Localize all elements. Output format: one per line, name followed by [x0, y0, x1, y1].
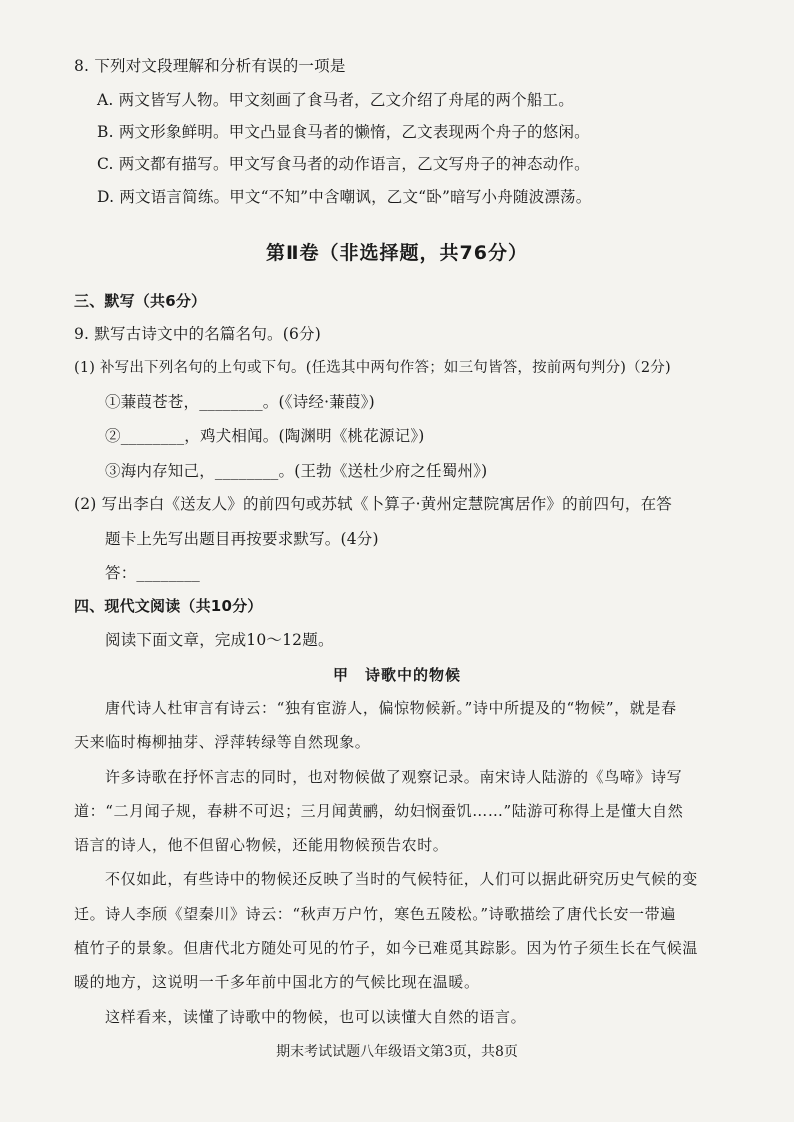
article-paragraph-line: 许多诗歌在抒怀言志的同时，也对物候做了观察记录。南宋诗人陆游的《鸟啼》诗写	[105, 768, 683, 786]
page-footer: 期末考试试题八年级语文第3页，共8页	[276, 1044, 518, 1060]
question-9-stem: 9. 默写古诗文中的名篇名句。(6分)	[74, 325, 321, 343]
article-paragraph-line: 迁。诗人李颀《望秦川》诗云：“秋声万户竹，寒色五陵松。”诗歌描绘了唐代长安一带遍	[74, 905, 676, 923]
fill-blank-item-1: ①蒹葭苍苍，________。(《诗经·蒹葭》)	[105, 393, 375, 411]
fill-blank-item-3: ③海内存知己，________。(王勃《送杜少府之任蜀州》)	[105, 462, 488, 480]
article-paragraph-line: 植竹子的景象。但唐代北方随处可见的竹子，如今已难觅其踪影。因为竹子须生长在气候温	[74, 939, 699, 957]
article-paragraph-line: 语言的诗人，他不但留心物候，还能用物候预告农时。	[74, 836, 449, 854]
question-9-part-2-line-1: (2) 写出李白《送友人》的前四句或苏轼《卜算子·黄州定慧院寓居作》的前四句，在答	[74, 495, 673, 513]
question-8-option-a: A. 两文皆写人物。甲文刻画了食马者，乙文介绍了舟尾的两个船工。	[97, 91, 574, 109]
question-8-option-d: D. 两文语言简练。甲文“不知”中含嘲讽，乙文“卧”暗写小舟随波漂荡。	[97, 188, 592, 206]
answer-label: 答：________	[105, 564, 201, 582]
question-9-part-2-line-2: 题卡上先写出题目再按要求默写。(4分)	[105, 530, 379, 548]
article-title: 甲 诗歌中的物候	[332, 666, 461, 684]
article-paragraph-line: 唐代诗人杜审言有诗云：“独有宦游人，偏惊物候新。”诗中所提及的“物候”，就是春	[105, 699, 677, 717]
question-8-stem: 8. 下列对文段理解和分析有误的一项是	[74, 57, 346, 75]
article-paragraph-line: 不仅如此，有些诗中的物候还反映了当时的气候特征，人们可以据此研究历史气候的变	[105, 870, 698, 888]
article-paragraph-line: 天来临时梅柳抽芽、浮萍转绿等自然现象。	[74, 733, 371, 751]
question-8-option-c: C. 两文都有描写。甲文写食马者的动作语言，乙文写舟子的神态动作。	[97, 155, 590, 173]
question-8-option-b: B. 两文形象鲜明。甲文凸显食马者的懒惰，乙文表现两个舟子的悠闲。	[97, 123, 590, 141]
fill-blank-item-2: ②________，鸡犬相闻。(陶渊明《桃花源记》)	[105, 427, 425, 445]
section-4-heading: 四、现代文阅读（共10分）	[74, 597, 263, 615]
article-paragraph-line: 道：“二月闻子规，春耕不可迟；三月闻黄鹂，幼妇悯蚕饥……”陆游可称得上是懂大自然	[74, 802, 684, 820]
question-9-part-1: (1) 补写出下列名句的上句或下句。(任选其中两句作答；如三句皆答，按前两句判分)（2分)	[74, 360, 671, 376]
article-paragraph-line: 暖的地方，这说明一千多年前中国北方的气候比现在温暖。	[74, 973, 480, 991]
section-3-heading: 三、默写（共6分）	[74, 292, 207, 310]
part2-title: 第Ⅱ卷（非选择题，共76分）	[266, 242, 528, 264]
article-paragraph-line: 这样看来，读懂了诗歌中的物候，也可以读懂大自然的语言。	[105, 1008, 527, 1026]
reading-instruction: 阅读下面文章，完成10～12题。	[105, 631, 334, 649]
